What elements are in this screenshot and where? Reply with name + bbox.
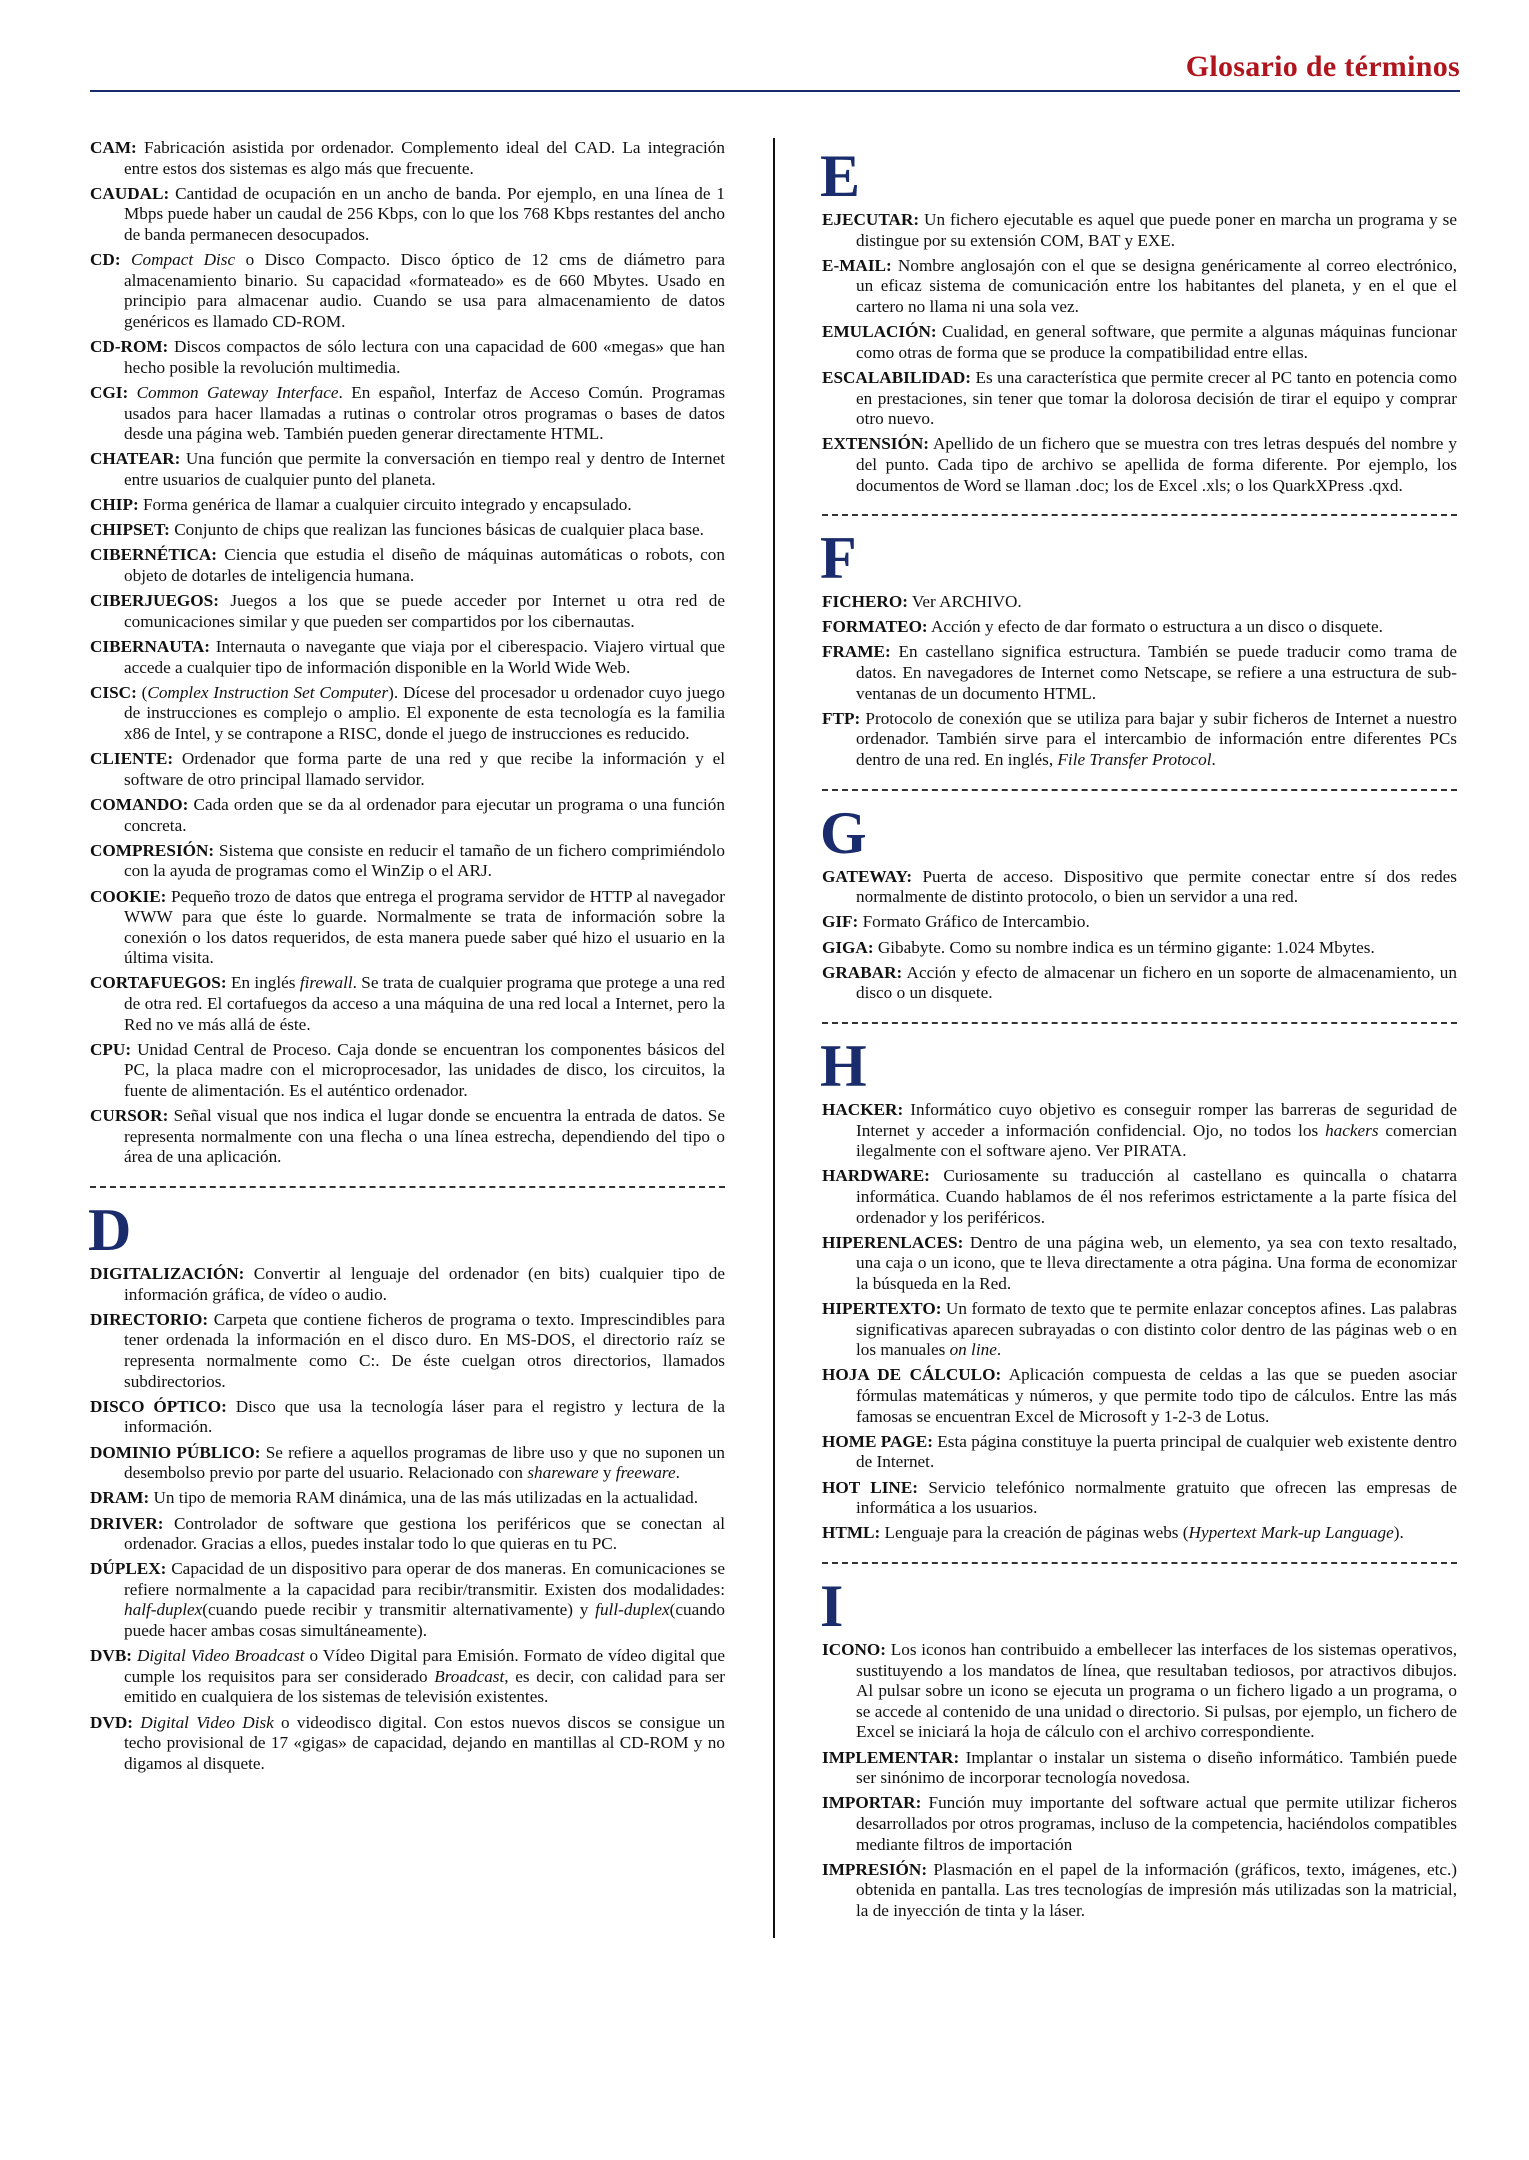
- glossary-term: CLIENTE:: [90, 749, 174, 769]
- glossary-term: CIBERNÉTICA:: [90, 545, 218, 565]
- glossary-term: CIBERJUEGOS:: [90, 591, 219, 611]
- glossary-term: IMPLEMENTAR:: [822, 1747, 960, 1767]
- definition-text: Ciencia que estudia el diseño de máquinas automáticas o robots, con objeto de dotarles de inteligencia humana.: [124, 545, 725, 586]
- glossary-term: IMPRESIÓN:: [822, 1859, 928, 1879]
- column-divider: [773, 138, 775, 1938]
- definition-text: Internauta o navegante que viaja por el ciberespacio. Viajero virtual que accede a cualquier tipo de información disponible en la World Wide Web.: [124, 637, 725, 677]
- glossary-entry: [90, 1514, 725, 1555]
- glossary-term: COMANDO:: [90, 794, 189, 814]
- right-column: [822, 142, 1457, 1926]
- glossary-term: EXTENSIÓN:: [822, 434, 929, 454]
- definition-text: Unidad Central de Proceso. Caja donde se encuentran los componentes básicos del PC, la placa madre con el microprocesador, las unidades de disco, los circuitos, la fuente de alimentación. Es el auténtico ordenador.: [124, 1039, 725, 1101]
- glossary-term: HIPERENLACES:: [822, 1232, 964, 1252]
- definition-text: o Disco Compacto. Disco óptico de 12 cms de diámetro para almacenamiento binario. Su capacidad «formateado» es de 660 Mbytes. Usado en principio para almacenar audio. Cuando se usa para almacenamiento de datos genéricos es llamado CD-ROM.: [124, 250, 725, 331]
- glossary-term: HOME PAGE:: [822, 1431, 933, 1451]
- definition-italic: Common Gateway Interface: [136, 382, 339, 402]
- definition-text: Capacidad de un dispositivo para operar de dos maneras. En comunicaciones se refiere normalmente a la capacidad para recibir/transmitir. Existen dos modalidades:: [124, 1559, 725, 1599]
- glossary-entry: [90, 841, 725, 882]
- definition-text: Acción y efecto de dar formato o estructura a un disco o disquete.: [927, 617, 1383, 637]
- definition-italic: half-duplex: [124, 1600, 203, 1620]
- section-divider: [90, 1186, 725, 1188]
- definition-text: Lenguaje para la creación de páginas webs (: [880, 1523, 1189, 1543]
- glossary-block-c: [90, 138, 725, 1168]
- definition-text: Es una característica que permite crecer al PC tanto en potencia como en prestaciones, sin tener que tomar la dolorosa decisión de tirar el equipo y comprar otro nuevo.: [856, 367, 1457, 429]
- definition-text: Implantar o instalar un sistema o diseño informático. También puede ser sinónimo de incorporar tecnología novedosa.: [856, 1747, 1457, 1788]
- glossary-term: CHIPSET:: [90, 520, 170, 540]
- glossary-entry: [822, 1432, 1457, 1473]
- definition-text: Aplicación compuesta de celdas a las que se pueden asociar fórmulas matemáticas y números, y que permite todo tipo de cálculos. Entre las más famosas se encuentran Excel de Microsoft y 1-2-3 de Lotus.: [856, 1365, 1458, 1426]
- definition-text: Un tipo de memoria RAM dinámica, una de las más utilizadas en la actualidad.: [149, 1488, 699, 1508]
- definition-text: Los iconos han contribuido a embellecer las interfaces de los sistemas operativos, sustituyendo a los mandatos de línea, que resultaban tediosos, por atractivos dibujos. Al pulsar sobre un icono se ejecuta un programa o un fichero ligado a un programa, o se accede al contenido de una unidad o directorio. Si pulsas, por ejemplo, un fichero de Excel se iniciará la hoja de cálculo con el archivo correspondiente.: [856, 1640, 1457, 1742]
- definition-italic: shareware: [527, 1463, 599, 1483]
- glossary-entry: [90, 250, 725, 332]
- glossary-term: GIGA:: [822, 937, 874, 957]
- definition-text: .: [996, 1340, 1002, 1360]
- glossary-entry: [90, 1040, 725, 1102]
- glossary-block-d: [90, 1264, 725, 1774]
- glossary-block-f: [822, 592, 1457, 771]
- definition-text: Nombre anglosajón con el que se designa genéricamente al correo electrónico, un eficaz sistema de comunicación entre los habitantes del planeta, y en el que el cartero no llama ni una sola vez.: [856, 255, 1457, 316]
- glossary-entry: [90, 1713, 725, 1775]
- glossary-entry: [90, 337, 725, 378]
- glossary-term: CAM:: [90, 138, 137, 157]
- definition-italic: Hypertext Mark-up Language: [1188, 1523, 1394, 1543]
- definition-text: (cuando puede recibir y transmitir alternativamente) y: [202, 1600, 596, 1620]
- definition-text: o videodisco digital. Con estos nuevos discos se consigue un techo provisional de 17 «gigas» de capacidad, dejando en mantillas al CD-ROM y no digamos al disquete.: [124, 1712, 726, 1773]
- definition-text: Dentro de una página web, un elemento, ya sea con texto resaltado, una caja o un icono, que te lleva directamente a otra página. Una forma de economizar la búsqueda en la Red.: [856, 1232, 1457, 1293]
- glossary-term: ICONO:: [822, 1640, 886, 1659]
- glossary-entry: [822, 1523, 1457, 1544]
- glossary-entry: [822, 256, 1457, 318]
- definition-text: [128, 383, 136, 402]
- definition-text: Carpeta que contiene ficheros de programa o texto. Imprescindibles para tener ordenada la información en el disco duro. En MS-DOS, el directorio raíz se representa normalmente como C:. De éste cuelgan otros directorios, llamados subdirectorios.: [124, 1309, 725, 1391]
- definition-text: [121, 250, 131, 269]
- definition-text: Una función que permite la conversación en tiempo real y dentro de Internet entre usuarios de cualquier punto del planeta.: [124, 449, 725, 489]
- definition-text: Protocolo de conexión que se utiliza para bajar y subir ficheros de Internet a nuestro ordenador. También sirve para el intercambio de información entre diferentes PCs dentro de una red. En inglés,: [856, 708, 1457, 770]
- glossary-entry: [822, 434, 1457, 496]
- glossary-term: EJECUTAR:: [822, 210, 920, 229]
- glossary-entry: [822, 210, 1457, 251]
- glossary-term: CHATEAR:: [90, 449, 181, 469]
- glossary-term: CPU:: [90, 1039, 132, 1059]
- definition-text: . Se trata de cualquier programa que protege a una red de otra red. El cortafuegos da acceso a una máquina de una red local a Internet, pero la Red no ve más allá de éste.: [124, 973, 725, 1034]
- definition-text: Formato Gráfico de Intercambio.: [858, 912, 1090, 932]
- definition-text: , es decir, con calidad para ser emitido en cualquiera de los sistemas de televisión existentes.: [124, 1666, 725, 1707]
- glossary-entry: [822, 938, 1457, 959]
- glossary-entry: [90, 520, 725, 541]
- glossary-term: CD-ROM:: [90, 337, 169, 357]
- definition-text: Ordenador que forma parte de una red y que recibe la información y el software de otro principal llamado servidor.: [124, 749, 725, 789]
- definition-text: Convertir al lenguaje del ordenador (en bits) cualquier tipo de información gráfica, de vídeo o audio.: [124, 1264, 725, 1304]
- glossary-entry: [822, 642, 1457, 704]
- glossary-term: CGI:: [90, 382, 129, 402]
- glossary-entry: [90, 138, 725, 179]
- definition-text: Curiosamente su traducción al castellano es quincalla o chatarra informática. Cuando hablamos de él nos referimos estrictamente a la parte física del ordenador y los periféricos.: [856, 1166, 1457, 1227]
- glossary-term: CAUDAL:: [90, 183, 170, 203]
- glossary-entry: [822, 592, 1457, 613]
- glossary-entry: [822, 1640, 1457, 1743]
- definition-text: Controlador de software que gestiona los periféricos que se conectan al ordenador. Gracias a ellos, puedes instalar todo lo que quieras en tu PC.: [124, 1513, 725, 1554]
- glossary-term: DIGITALIZACIÓN:: [90, 1264, 245, 1283]
- glossary-entry: [822, 1748, 1457, 1789]
- definition-text: Esta página constituye la puerta principal de cualquier web existente dentro de Internet.: [856, 1431, 1457, 1472]
- definition-text: Un formato de texto que te permite enlazar conceptos afines. Las palabras significativas aparecen subrayadas o con distinto color dentro de las páginas web o en los manuales: [856, 1299, 1457, 1360]
- glossary-entry: [90, 1397, 725, 1438]
- glossary-term: DVD:: [90, 1712, 133, 1732]
- definition-text: (cuando puede hacer ambas cosas simultáneamente).: [124, 1600, 725, 1641]
- definition-text: Cada orden que se da al ordenador para ejecutar un programa o una función concreta.: [124, 794, 725, 835]
- glossary-entry: [90, 749, 725, 790]
- section-letter-d: D: [88, 1197, 132, 1263]
- glossary-entry: [822, 1233, 1457, 1295]
- glossary-term: COMPRESIÓN:: [90, 840, 215, 860]
- section-divider: [822, 1562, 1457, 1564]
- glossary-entry: [90, 1443, 725, 1484]
- glossary-term: CURSOR:: [90, 1106, 169, 1126]
- glossary-term: DIRECTORIO:: [90, 1309, 209, 1329]
- definition-italic: Compact Disc: [131, 250, 236, 270]
- glossary-entry: [90, 973, 725, 1035]
- definition-text: Plasmación en el papel de la información (gráficos, texto, imágenes, etc.) obtenida en pantalla. Las tres tecnologías de impresión más utilizadas son la matricial, la de inyección de tinta y la láser.: [856, 1859, 1457, 1920]
- section-letter-h: H: [820, 1032, 867, 1099]
- glossary-block-i: [822, 1640, 1457, 1922]
- glossary-entry: [90, 184, 725, 246]
- definition-text: Función muy importante del software actual que permite utilizar ficheros desarrollados por otros programas, incluso de la competencia, haciéndolos compatibles mediante filtros de importación: [856, 1793, 1457, 1854]
- glossary-term: HTML:: [822, 1523, 881, 1543]
- glossary-entry: [90, 1264, 725, 1305]
- definition-text: Apellido de un fichero que se muestra con tres letras después del nombre y del punto. Cada tipo de archivo se apellida de forma diferente. Por ejemplo, los documentos de Word se llaman .doc; los de Excel .xls; o los QuarkXPress .qxd.: [856, 434, 1457, 495]
- definition-text: Servicio telefónico normalmente gratuito que ofrecen las empresas de informática a los usuarios.: [856, 1477, 1457, 1518]
- glossary-term: CISC:: [90, 682, 137, 702]
- glossary-entry: [90, 449, 725, 490]
- glossary-block-h: [822, 1100, 1457, 1544]
- definition-text: .: [1211, 750, 1216, 770]
- definition-text: Fabricación asistida por ordenador. Complemento ideal del CAD. La integración entre estos dos sistemas es algo más que frecuente.: [124, 138, 725, 178]
- glossary-entry: [822, 1166, 1457, 1228]
- definition-text: Un fichero ejecutable es aquel que puede poner en marcha un programa y se distingue por su extensión COM, BAT y EXE.: [856, 210, 1457, 250]
- definition-italic: Digital Video Broadcast: [137, 1646, 305, 1666]
- glossary-entry: [822, 912, 1457, 933]
- definition-text: Señal visual que nos indica el lugar donde se encuentra la entrada de datos. Se representa normalmente con una flecha o una línea estrecha, dependiendo del tipo o área de una aplicación.: [124, 1106, 725, 1167]
- definition-text: ). Dícese del procesador u ordenador cuyo juego de instrucciones es complejo o amplio. El exponente de esta tecnología es la familia x86 de Intel, y se contrapone a RISC, donde el juego de instrucciones es reducido.: [124, 682, 725, 743]
- left-column: [90, 138, 725, 1779]
- glossary-entry: [90, 1559, 725, 1641]
- glossary-entry: [90, 1488, 725, 1509]
- definition-italic: File Transfer Protocol: [1057, 750, 1212, 770]
- section-letter-g: G: [820, 799, 867, 866]
- glossary-term: GIF:: [822, 912, 859, 932]
- glossary-term: DOMINIO PÚBLICO:: [90, 1442, 261, 1462]
- glossary-entry: [822, 1365, 1457, 1427]
- definition-text: (: [136, 682, 148, 702]
- glossary-entry: [822, 963, 1457, 1004]
- glossary-entry: [90, 683, 725, 745]
- glossary-term: IMPORTAR:: [822, 1793, 922, 1813]
- glossary-entry: [822, 1793, 1457, 1855]
- glossary-term: CORTAFUEGOS:: [90, 973, 227, 993]
- glossary-term: CIBERNAUTA:: [90, 637, 211, 656]
- definition-text: Sistema que consiste en reducir el tamaño de un fichero comprimiéndolo con la ayuda de programas como el WinZip o el ARJ.: [124, 840, 725, 881]
- glossary-term: FRAME:: [822, 642, 891, 662]
- definition-text: Se refiere a aquellos programas de libre uso y que no suponen un desembolso previo por parte del usuario. Relacionado con: [124, 1442, 725, 1483]
- definition-text: o Vídeo Digital para Emisión. Formato de vídeo digital que cumple los requisitos para ser considerado: [124, 1646, 726, 1686]
- glossary-term: FORMATEO:: [822, 617, 928, 637]
- definition-italic: Complex Instruction Set Computer: [147, 682, 389, 702]
- glossary-block-g: [822, 867, 1457, 1004]
- glossary-entry: [822, 322, 1457, 363]
- glossary-entry: [822, 368, 1457, 430]
- definition-text: .: [675, 1463, 680, 1483]
- page-header: [90, 40, 1460, 92]
- definition-italic: full-duplex: [595, 1600, 670, 1620]
- glossary-term: HARDWARE:: [822, 1166, 930, 1186]
- glossary-term: E-MAIL:: [822, 255, 892, 275]
- definition-italic: freeware: [615, 1463, 676, 1483]
- definition-italic: on line: [949, 1340, 997, 1360]
- glossary-entry: [90, 795, 725, 836]
- definition-italic: firewall: [299, 973, 353, 993]
- definition-text: Juegos a los que se puede acceder por Internet u otra red de comunicaciones similar y que pueden ser compartidos por los cibernautas.: [124, 591, 725, 631]
- section-letter-i: I: [820, 1573, 844, 1639]
- glossary-entry: [90, 495, 725, 516]
- definition-text: Conjunto de chips que realizan las funciones básicas de cualquier placa base.: [169, 520, 704, 540]
- glossary-term: DRAM:: [90, 1488, 150, 1508]
- glossary-entry: [822, 867, 1457, 908]
- glossary-entry: [822, 1299, 1457, 1361]
- definition-text: En inglés: [226, 973, 300, 993]
- glossary-entry: [90, 1646, 725, 1708]
- definition-text: Ver ARCHIVO.: [907, 592, 1022, 612]
- glossary-entry: [822, 1100, 1457, 1162]
- definition-text: Gibabyte. Como su nombre indica es un término gigante: 1.024 Mbytes.: [873, 937, 1375, 957]
- section-divider: [822, 514, 1457, 516]
- glossary-term: FTP:: [822, 708, 861, 728]
- definition-italic: Broadcast: [434, 1666, 505, 1686]
- glossary-term: DVB:: [90, 1646, 133, 1666]
- glossary-term: CD:: [90, 250, 121, 270]
- definition-text: Cantidad de ocupación en un ancho de banda. Por ejemplo, en una línea de 1 Mbps puede haber un caudal de 256 Kbps, con lo que los 768 Kbps restantes del ancho de banda permanecen desocupados.: [124, 183, 725, 244]
- glossary-entry: [822, 1478, 1457, 1519]
- section-divider: [822, 1022, 1457, 1024]
- glossary-term: HIPERTEXTO:: [822, 1299, 942, 1319]
- glossary-term: ESCALABILIDAD:: [822, 367, 971, 387]
- glossary-entry: [90, 383, 725, 445]
- glossary-term: GATEWAY:: [822, 866, 913, 886]
- definition-text: Puerta de acceso. Dispositivo que permite conectar entre sí dos redes normalmente de distinto protocolo, o bien un servidor a una red.: [856, 866, 1457, 907]
- section-divider: [822, 789, 1457, 791]
- glossary-block-e: [822, 210, 1457, 496]
- glossary-term: HOJA DE CÁLCULO:: [822, 1365, 1002, 1385]
- section-letter-f: F: [820, 525, 857, 592]
- definition-italic: Digital Video Disk: [140, 1712, 274, 1732]
- glossary-term: GRABAR:: [822, 962, 903, 982]
- definition-text: Discos compactos de sólo lectura con una capacidad de 600 «megas» que han hecho posible la revolución multimedia.: [124, 337, 725, 377]
- glossary-entry: [90, 591, 725, 632]
- page-title: Glosario de términos: [1185, 50, 1460, 83]
- definition-italic: hackers: [1325, 1120, 1379, 1140]
- definition-text: Pequeño trozo de datos que entrega el programa servidor de HTTP al navegador WWW para que éste lo guarde. Normalmente se trata de información sobre la conexión o los datos requeridos, de esta manera puede saber qué hizo el usuario en la última visita.: [124, 886, 725, 968]
- glossary-entry: [90, 637, 725, 678]
- definition-text: comercian ilegalmente con el software ajeno. Ver PIRATA.: [856, 1120, 1457, 1161]
- glossary-term: HOT LINE:: [822, 1477, 919, 1497]
- glossary-term: DISCO ÓPTICO:: [90, 1396, 227, 1416]
- glossary-term: CHIP:: [90, 495, 139, 515]
- glossary-entry: [90, 1106, 725, 1168]
- definition-text: Acción y efecto de almacenar un fichero en un soporte de almacenamiento, un disco o un disquete.: [856, 962, 1457, 1003]
- definition-text: . En español, Interfaz de Acceso Común. Programas usados para hacer llamadas a rutinas o controlar otros programas o bases de datos desde una página web. También pueden generar directamente HTML.: [124, 382, 726, 444]
- glossary-entry: [90, 545, 725, 586]
- definition-text: Disco que usa la tecnología láser para el registro y lectura de la información.: [124, 1396, 726, 1437]
- glossary-term: COOKIE:: [90, 886, 167, 906]
- glossary-entry: [822, 709, 1457, 771]
- glossary-term: EMULACIÓN:: [822, 322, 937, 342]
- section-letter-e: E: [820, 143, 861, 209]
- definition-text: Forma genérica de llamar a cualquier circuito integrado y encapsulado.: [138, 495, 632, 515]
- definition-text: ).: [1393, 1523, 1404, 1543]
- definition-text: y: [598, 1463, 616, 1483]
- glossary-entry: [90, 887, 725, 969]
- glossary-entry: [822, 1860, 1457, 1922]
- definition-text: Informático cuyo objetivo es conseguir romper las barreras de seguridad de Internet y acceder a información confidencial. Ojo, no todos los: [856, 1099, 1457, 1140]
- glossary-term: HACKER:: [822, 1099, 904, 1119]
- glossary-entry: [90, 1310, 725, 1392]
- definition-text: Cualidad, en general software, que permite a algunas máquinas funcionar como otras de forma que se produce la compatibilidad entre ellas.: [856, 322, 1457, 362]
- glossary-entry: [822, 617, 1457, 638]
- glossary-term: FICHERO:: [822, 592, 908, 612]
- glossary-term: DÚPLEX:: [90, 1559, 167, 1579]
- definition-text: En castellano significa estructura. También se puede traducir como trama de datos. En navegadores de Internet como Netscape, se refiere a una estructura de sub-ventanas de un documento HTML.: [856, 642, 1457, 703]
- glossary-term: DRIVER:: [90, 1513, 164, 1533]
